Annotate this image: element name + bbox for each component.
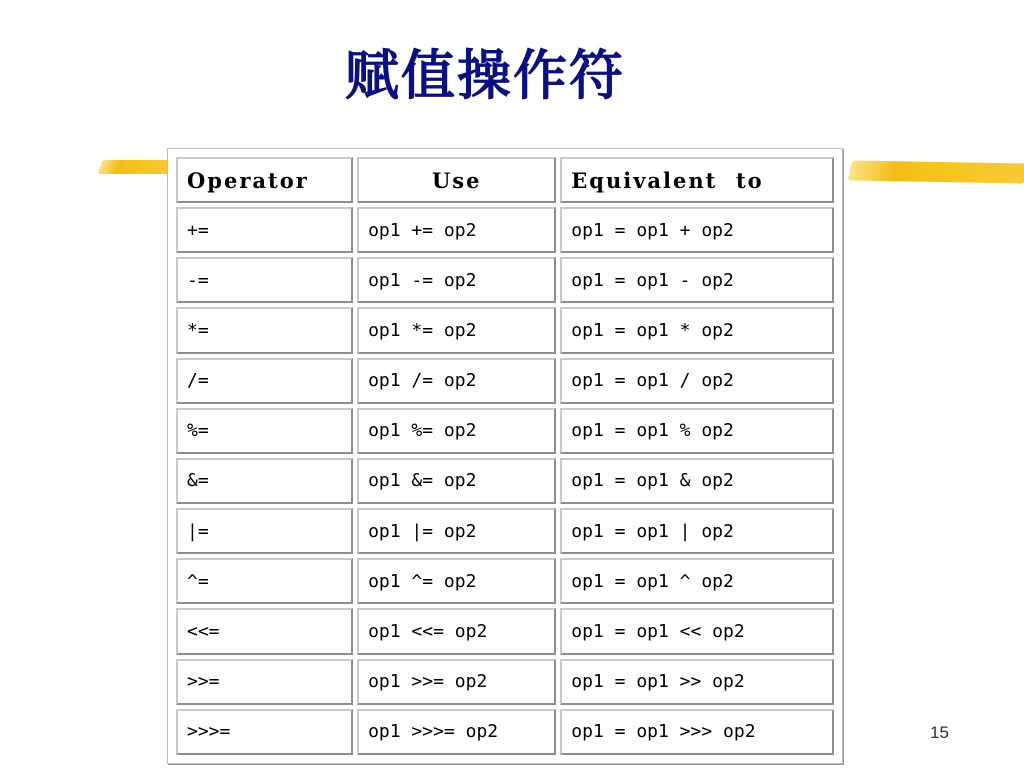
cell-equivalent: op1 = op1 & op2 xyxy=(560,458,834,504)
cell-equivalent: op1 = op1 << op2 xyxy=(560,608,834,654)
cell-use: op1 |= op2 xyxy=(357,508,556,554)
cell-operator: %= xyxy=(176,408,353,454)
cell-use: op1 &= op2 xyxy=(357,458,556,504)
cell-use: op1 -= op2 xyxy=(357,257,556,303)
cell-use: op1 <<= op2 xyxy=(357,608,556,654)
table-row xyxy=(176,659,834,705)
table-row xyxy=(176,709,834,755)
header-operator: Operator xyxy=(176,157,353,203)
cell-use: op1 %= op2 xyxy=(357,408,556,454)
cell-operator: >>= xyxy=(176,659,353,705)
cell-use: op1 >>= op2 xyxy=(357,659,556,705)
header-use: Use xyxy=(357,157,556,203)
table-row xyxy=(176,608,834,654)
assignment-operator-table xyxy=(172,153,838,759)
table-header-row xyxy=(176,157,834,203)
cell-operator: -= xyxy=(176,257,353,303)
cell-equivalent: op1 = op1 >>> op2 xyxy=(560,709,834,755)
table-row xyxy=(176,358,834,404)
cell-use: op1 += op2 xyxy=(357,207,556,253)
cell-operator: *= xyxy=(176,307,353,353)
page-number: 15 xyxy=(930,723,949,742)
highlighter-stroke-right xyxy=(848,161,1024,184)
highlighter-stroke-left xyxy=(97,160,174,174)
cell-equivalent: op1 = op1 >> op2 xyxy=(560,659,834,705)
table-row xyxy=(176,408,834,454)
cell-operator: |= xyxy=(176,508,353,554)
table-row xyxy=(176,207,834,253)
operator-table-frame xyxy=(167,148,843,764)
cell-equivalent: op1 = op1 | op2 xyxy=(560,508,834,554)
cell-operator: <<= xyxy=(176,608,353,654)
slide-title: 赋值操作符 xyxy=(345,43,625,107)
cell-equivalent: op1 = op1 + op2 xyxy=(560,207,834,253)
cell-operator: &= xyxy=(176,458,353,504)
table-row xyxy=(176,558,834,604)
cell-equivalent: op1 = op1 * op2 xyxy=(560,307,834,353)
table-row xyxy=(176,458,834,504)
header-equivalent: Equivalent to xyxy=(560,157,834,203)
cell-operator: ^= xyxy=(176,558,353,604)
cell-operator: >>>= xyxy=(176,709,353,755)
cell-operator: += xyxy=(176,207,353,253)
cell-equivalent: op1 = op1 ^ op2 xyxy=(560,558,834,604)
cell-equivalent: op1 = op1 % op2 xyxy=(560,408,834,454)
cell-use: op1 /= op2 xyxy=(357,358,556,404)
cell-use: op1 ^= op2 xyxy=(357,558,556,604)
cell-use: op1 >>>= op2 xyxy=(357,709,556,755)
table-row xyxy=(176,508,834,554)
cell-equivalent: op1 = op1 - op2 xyxy=(560,257,834,303)
cell-use: op1 *= op2 xyxy=(357,307,556,353)
cell-operator: /= xyxy=(176,358,353,404)
cell-equivalent: op1 = op1 / op2 xyxy=(560,358,834,404)
table-row xyxy=(176,257,834,303)
table-row xyxy=(176,307,834,353)
